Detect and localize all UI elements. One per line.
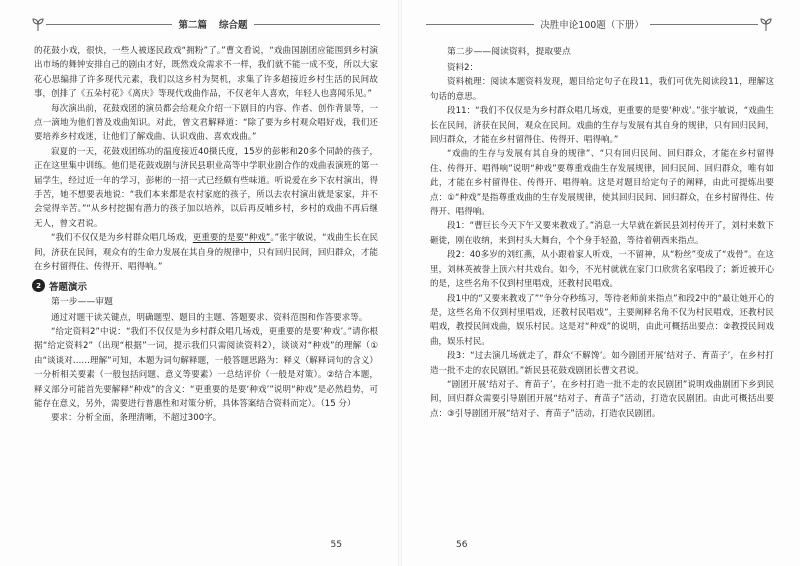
body-paragraph: 段3：“过去演几场就走了，群众‘不解馋’。如今剧团开展‘结对子、育苗子’，在乡村打造一批不走的农民剧团。”新民县花鼓戏剧团长曹文君说。 [430, 351, 774, 376]
step-heading: 第一步——审题 [51, 296, 113, 307]
page-number: 55 [330, 540, 342, 550]
body-paragraph: 段1：“曹巨长今天下午又要来教戏了。”消息一大早就在新民县刘村传开了，刘村来数下砸徙，刚在收纳，来到村头大舞台，个个身手轻盈，等待着朝西来指点。 [430, 221, 774, 246]
section-heading [32, 279, 378, 293]
header-rule [254, 24, 380, 25]
section-title: 答题演示 [49, 281, 88, 293]
body-paragraph: 每次演出前，花鼓戏团的演员都会给观众介绍一下剧目的内容、作者、创作背景等，一点一滴地为他们普及戏曲知识。对此，曾文君解释道：“除了要为乡村观众唱好戏，我们还要培养乡村戏迷，让他们了解戏曲、认识戏曲、喜欢戏曲。” [34, 103, 378, 143]
sprout-icon [30, 16, 46, 32]
right-page-header [426, 14, 774, 34]
section-badge: 2 [32, 279, 45, 292]
body-paragraph: 资料梳理：阅读本题资料发现，题目给定句子在段11，我们可优先阅读段11，理解这句话的意思。 [430, 77, 774, 102]
material-label: 资料2： [447, 63, 479, 73]
body-paragraph: 通过对题干读关键点，明确题型、题目的主题、答题要求、资料范围和作答要求等。 [51, 312, 368, 323]
analysis-paragraph: 段1中的“又要来教戏了”“争分夺秒练习，等待老师前来指点”和段2中的“最让她开心的是，这些名角不仅到村里唱戏，还教村民唱戏”，主要阐释名角不仅为村民唱戏，还教村民唱戏，教授民间戏曲，娱乐村民。这是对“种戏”的说明，由此可概括出要点：②教授民间戏曲，娱乐村民。 [430, 293, 774, 347]
body-paragraph: 段2：40多岁的刘红燕，从小跟着家人听戏，一不留神，从“粉丝”变成了“戏骨”。在这里，刘林英被誉上顶六村共戏台。如今，不光村就就在家门口欣赏名家唱段了；新近被开心的是，这些名角不仅到村里唱戏，还教村民唱戏。 [430, 250, 774, 290]
book-title: 决胜申论100题（下册） [540, 20, 644, 31]
body-paragraph: 段11：“我们不仅仅是为乡村群众唱几场戏，更重要的是要‘种戏’。”张宇敏说，“戏曲生长在民间，济获在民间，观众在民间。戏曲的生存与发展有其自身的规律，只有回归民间，回归群众，才能在乡村留得住、传得开、唱得响。” [430, 106, 774, 146]
requirement-line: 要求：分析全面，条理清晰，不超过300字。 [51, 413, 222, 424]
right-page [400, 0, 800, 566]
quote-text: 。”张宇敏说，“戏曲生长在民间，济获在民间，观众有的生命力发展在其自身的规律中，只有回归民间，回归群众，才能在乡村留得住、传得开、唱得响。” [34, 233, 378, 273]
quote-text: “我们不仅仅是为乡村群众唱几场戏， [51, 233, 193, 244]
sprout-icon [758, 16, 774, 32]
header-rule [650, 24, 758, 25]
page-number: 56 [456, 540, 468, 550]
question-paragraph: “给定资料2”中说：“我们不仅仅是为乡村群众唱几场戏，更重要的是要‘种戏’。”请你根据“给定资料2”（出现“根据”一词，提示我们只需阅读资料2），谈谈对“种戏”的理解（①由“谈谈对……理解”可知，本题为词句解释题，一般答题思路为：释义（解释词句的含义）一分析相关要素（一般包括问题、意义等要素）一总结评价（一般是对策）。②结合本题，释义部分可能首先要解释“种戏”的含义：“更重要的是要‘种戏’”说明“种戏”是必然趋势，可能存在意义，另外，需要进行普惠性和对策分析，具体答案结合资料而定）。（15 分） [34, 326, 378, 409]
step-heading: 第二步——阅读资料，提取要点 [447, 47, 571, 57]
underlined-phrase: 更重要的是要“种戏” [192, 233, 271, 244]
left-page-header [30, 14, 380, 34]
header-rule [426, 24, 534, 25]
analysis-paragraph: “戏曲的生存与发展有其自身的规律”、“只有回归民间、回归群众，才能在乡村留得住、传得开、唱得响”说明“种戏”要尊重戏曲生存发展规律，回归民间、回归群众，唯有如此，才能在乡村留得住、传得开、唱得响。这是对题目给定句子的阐释，由此可提炼出要点：①“种戏”是指尊重戏曲的生存发展规律，使其回归民间、回归群众，在乡村留得住、传得开、唱得响。 [430, 149, 774, 218]
quote-paragraph [34, 231, 378, 274]
body-paragraph: 的花鼓小戏，很快，一些人被逐民政戏“拥粉”了。”曹文看说，“戏曲国剧团应能围到乡村演出市场的舞钟安排自己的剧由才好，既然戏众需求不一样，我们就不能一成不变，所以大家花心思编排了许多现代元素，我们以这乡村为契机，求集了许多超接近乡村生活的民间故事，创排了《五朵村花》《离庆》等现代戏曲作品，不仅老年人喜欢，年轻人也喜闻乐见。” [34, 46, 378, 100]
header-rule [46, 24, 172, 25]
analysis-paragraph: “剧团开展‘结对子、育苗子’，在乡村打造一批不走的农民剧团”说明戏曲剧团下乡到民间，回归群众需要引导剧团开展“结对子、育苗子”活动，打造农民剧团。由此可概括出要点：③引导剧团开展“结对子、育苗子”活动，打造农民剧团。 [430, 379, 774, 419]
body-paragraph: 寂夏的一天，花鼓戏团练功的温度接近40摄氏度，15岁的彭彬和20多个同龄的孩子，正在这里集中训练。他们是花鼓戏剧与济民县职业高等中学职业剧合作的戏曲表演班的第一届学生，经过近一年的学习，彭彬的一招一式已经颇有些味道。听说爱在乡下农村演出，得手苦，她不想要表地说：“我们本来都是农村家庭的孩子，所以去农村演出就是家家，并不会觉得辛苦。”“从乡村挖掘有潜力的孩子加以培养，以后再反哺乡村，乡村的戏曲不再后继无人，曾文君说。 [34, 146, 378, 229]
chapter-label: 第二篇 [178, 20, 207, 31]
chapter-title: 综合题 [219, 20, 248, 31]
